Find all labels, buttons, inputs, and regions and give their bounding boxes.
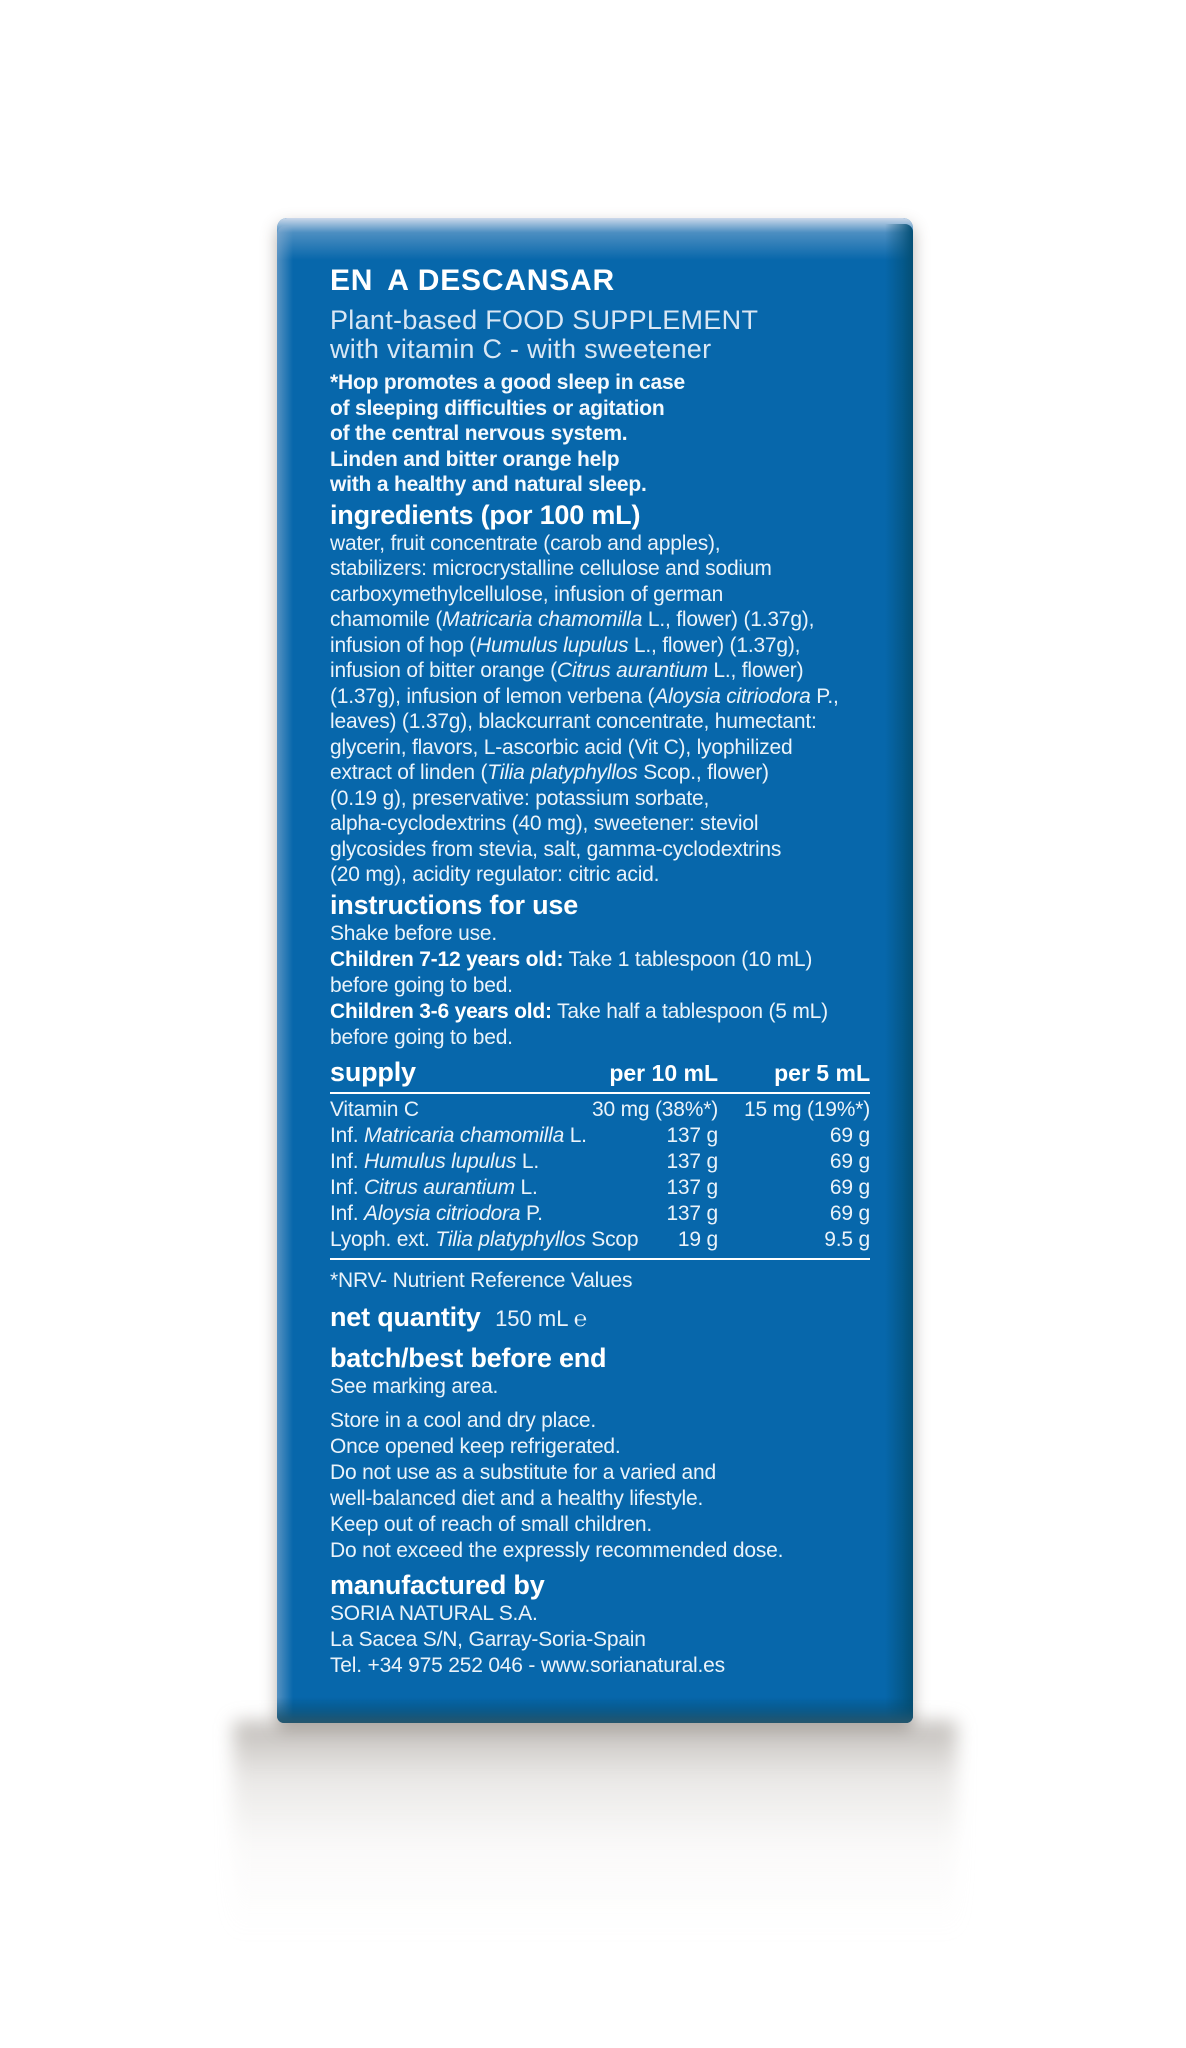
supply-row-per-10ml: 30 mg (38%*) <box>592 1097 718 1121</box>
text-line: Store in a cool and dry place. <box>330 1408 596 1432</box>
text-line: SORIA NATURAL S.A. <box>330 1601 538 1625</box>
text-line: La Sacea S/N, Garray-Soria-Spain <box>330 1627 646 1651</box>
carton-panel <box>277 218 913 1723</box>
text-line: before going to bed. <box>330 973 513 997</box>
panel-right-edge <box>885 224 913 1723</box>
text-line: leaves) (1.37g), blackcurrant concentrate, humectant: <box>330 710 817 733</box>
text-line: stabilizers: microcrystalline cellulose and sodium <box>330 557 772 580</box>
supply-table <box>330 1057 870 1260</box>
panel-bottom-edge <box>277 1697 913 1723</box>
supply-row-per-10ml: 137 g <box>666 1201 718 1225</box>
net-quantity-value: 150 mL ℮ <box>495 1305 587 1331</box>
text-line: Linden and bitter orange help <box>330 447 620 471</box>
label-content <box>330 218 870 1679</box>
supply-heading: supply <box>330 1056 416 1087</box>
supply-row-per-5ml: 69 g <box>829 1175 870 1199</box>
instructions-text <box>330 921 870 1051</box>
batch-note: See marking area. <box>330 1374 499 1398</box>
manufacturer-heading: manufactured by <box>330 1569 545 1600</box>
supply-row-name: Inf. Humulus lupulus L. <box>330 1149 540 1173</box>
text-line: Keep out of reach of small children. <box>330 1512 652 1536</box>
product-title <box>330 264 870 298</box>
text-line: Children 3-6 years old: Take half a tablespoon (5 mL) <box>330 999 828 1023</box>
ingredients-text <box>330 531 870 888</box>
text-line: of the central nervous system. <box>330 422 628 445</box>
health-claims <box>330 370 870 498</box>
supply-row-per-10ml: 137 g <box>666 1123 718 1147</box>
subtitle-line-1: Plant-based FOOD SUPPLEMENT <box>330 305 759 335</box>
text-line: before going to bed. <box>330 1025 513 1049</box>
subtitle-line-2: with vitamin C - with sweetener <box>330 334 712 364</box>
supply-row-per-5ml: 69 g <box>829 1123 870 1147</box>
text-line: of sleeping difficulties or agitation <box>330 396 665 420</box>
instructions-heading: instructions for use <box>330 889 579 920</box>
product-name: A DESCANSAR <box>387 264 615 297</box>
supply-row <box>330 1175 870 1201</box>
net-quantity-label: net quantity <box>330 1301 481 1332</box>
text-line: Once opened keep refrigerated. <box>330 1434 621 1458</box>
supply-row-name: Inf. Aloysia citriodora P. <box>330 1201 543 1225</box>
carton-reflection-shadow <box>233 1721 957 1946</box>
supply-row <box>330 1227 870 1253</box>
text-line: infusion of hop (Humulus lupulus L., flower) (1.37g), <box>330 633 801 657</box>
supply-col-per-5ml: per 5 mL <box>774 1059 870 1086</box>
supply-row-name: Inf. Matricaria chamomilla L. <box>330 1123 587 1147</box>
net-quantity-row <box>330 1302 870 1337</box>
text-line: Children 7-12 years old: Take 1 tablespoon (10 mL) <box>330 947 813 971</box>
nrv-note: *NRV- Nutrient Reference Values <box>330 1268 633 1292</box>
text-line: (1.37g), infusion of lemon verbena (Aloysia citriodora P., <box>330 684 839 708</box>
text-line: glycerin, flavors, L-ascorbic acid (Vit C), lyophilized <box>330 735 793 759</box>
storage-notes <box>330 1408 870 1564</box>
text-line: well-balanced diet and a healthy lifestyle. <box>330 1486 704 1510</box>
supply-row-per-10ml: 137 g <box>666 1175 718 1199</box>
text-line: *Hop promotes a good sleep in case <box>330 371 685 394</box>
ingredients-heading: ingredients (por 100 mL) <box>330 499 641 530</box>
text-line: Do not exceed the expressly recommended dose. <box>330 1538 784 1562</box>
text-line: alpha-cyclodextrins (40 mg), sweetener: steviol <box>330 812 759 835</box>
supply-row-name: Vitamin C <box>330 1097 419 1121</box>
text-line: glycosides from stevia, salt, gamma-cyclodextrins <box>330 837 782 861</box>
product-subtitle <box>330 306 870 364</box>
supply-row-per-5ml: 15 mg (19%*) <box>744 1097 870 1121</box>
text-line: Tel. +34 975 252 046 - www.sorianatural.es <box>330 1653 725 1677</box>
supply-row-per-10ml: 19 g <box>677 1227 718 1251</box>
supply-row-per-10ml: 137 g <box>666 1149 718 1173</box>
supply-row-name: Inf. Citrus aurantium L. <box>330 1175 538 1199</box>
text-line: chamomile (Matricaria chamomilla L., flower) (1.37g), <box>330 608 815 631</box>
text-line: water, fruit concentrate (carob and apples), <box>330 531 721 555</box>
batch-heading: batch/best before end <box>330 1342 607 1373</box>
language-code: EN <box>330 264 374 297</box>
panel-left-edge <box>277 226 293 1723</box>
supply-row <box>330 1097 870 1123</box>
supply-row <box>330 1149 870 1175</box>
manufacturer-details <box>330 1601 870 1679</box>
text-line: Shake before use. <box>330 921 498 945</box>
supply-col-per-10ml: per 10 mL <box>609 1059 718 1086</box>
supply-header-row <box>330 1057 870 1094</box>
supply-row-name: Lyoph. ext. Tilia platyphyllos Scop <box>330 1227 639 1251</box>
supply-row <box>330 1123 870 1149</box>
text-line: carboxymethylcellulose, infusion of german <box>330 582 724 606</box>
text-line: (20 mg), acidity regulator: citric acid. <box>330 863 660 886</box>
text-line: extract of linden (Tilia platyphyllos Scop., flower) <box>330 761 769 784</box>
supply-row-per-5ml: 69 g <box>829 1149 870 1173</box>
supply-row <box>330 1201 870 1227</box>
supply-rows <box>330 1094 870 1260</box>
supply-row-per-5ml: 9.5 g <box>824 1227 870 1251</box>
text-line: infusion of bitter orange (Citrus aurantium L., flower) <box>330 659 804 682</box>
text-line: Do not use as a substitute for a varied and <box>330 1460 716 1484</box>
text-line: (0.19 g), preservative: potassium sorbate, <box>330 786 710 810</box>
manufacturer-block <box>330 1570 870 1679</box>
supply-row-per-5ml: 69 g <box>829 1201 870 1225</box>
text-line: with a healthy and natural sleep. <box>330 473 647 496</box>
